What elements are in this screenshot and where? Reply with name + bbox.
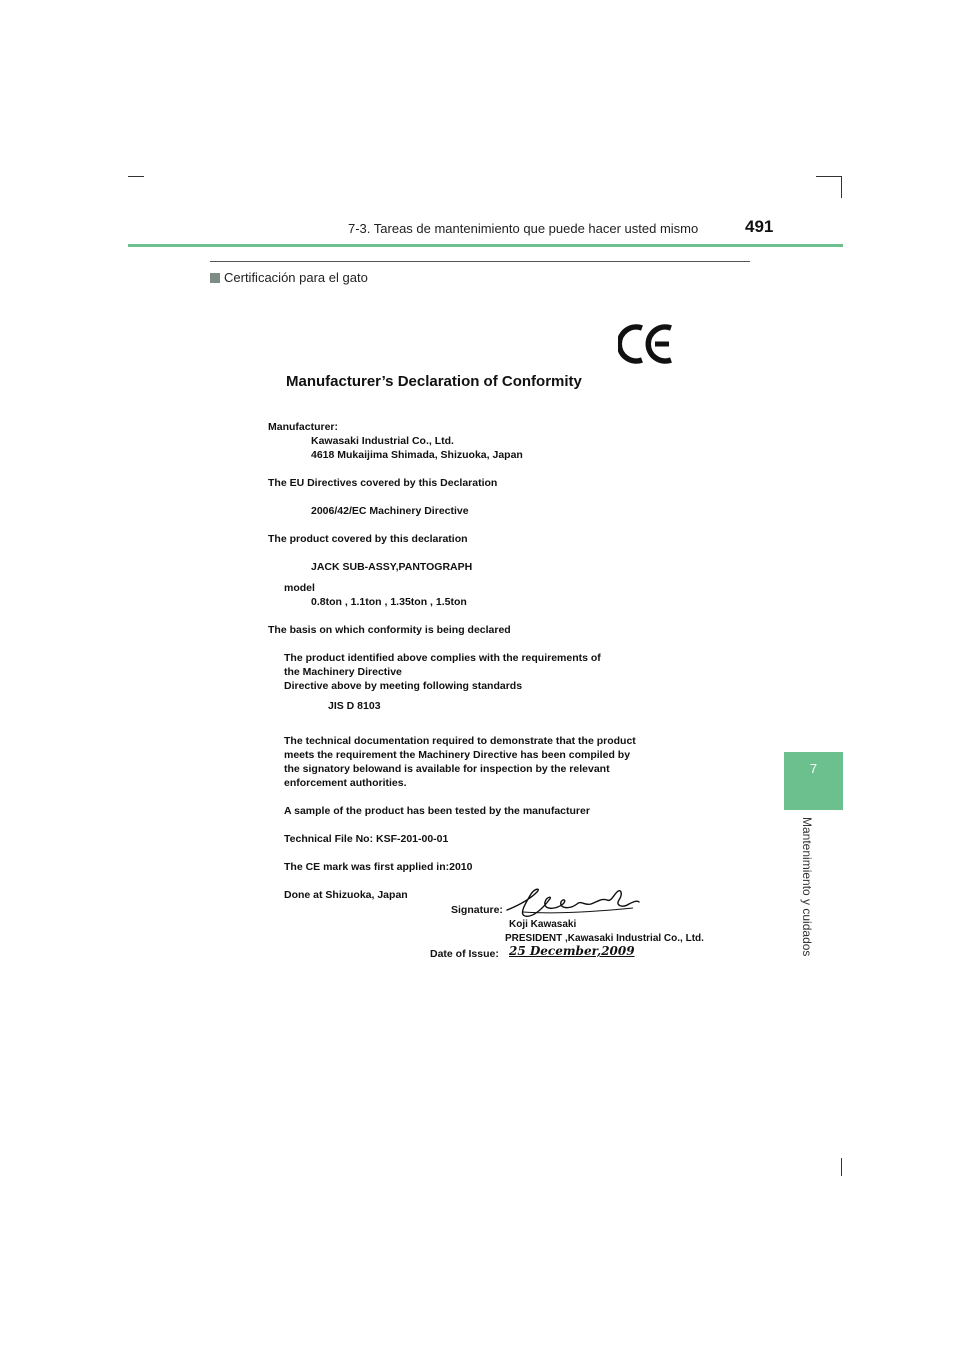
directive-value: 2006/42/EC Machinery Directive: [311, 505, 469, 517]
manufacturer-label: Manufacturer:: [268, 421, 339, 433]
basis-line: The product identified above complies with the requirements of: [284, 652, 601, 664]
crop-mark: [841, 1158, 842, 1176]
product-value: JACK SUB-ASSY,PANTOGRAPH: [311, 561, 473, 573]
date-value: 25 December,2009: [509, 944, 635, 958]
section-heading-text: Certificación para el gato: [224, 270, 368, 285]
standard-value: JIS D 8103: [328, 700, 381, 712]
section-rule: [210, 261, 750, 262]
chapter-side-label: Mantenimiento y cuidados: [800, 817, 814, 957]
ce-first-applied: The CE mark was first applied in:2010: [284, 861, 473, 873]
basis-line: Directive above by meeting following standards: [284, 680, 523, 692]
directives-label: The EU Directives covered by this Declaration: [268, 477, 498, 489]
crop-mark: [128, 176, 144, 177]
technical-file-number: Technical File No: KSF-201-00-01: [284, 833, 449, 845]
document-title: Manufacturer’s Declaration of Conformity: [286, 373, 582, 390]
signatory-title: PRESIDENT ,Kawasaki Industrial Co., Ltd.: [505, 933, 704, 944]
page-number: 491: [745, 217, 774, 236]
signatory-name: Koji Kawasaki: [509, 919, 577, 930]
handwritten-signature: [503, 884, 641, 922]
ce-mark-icon: [618, 322, 678, 366]
running-header-title: 7-3. Tareas de mantenimiento que puede hacer usted mismo: [348, 221, 699, 236]
done-at: Done at Shizuoka, Japan: [284, 889, 408, 901]
chapter-number: 7: [809, 761, 818, 776]
basis-line: the Machinery Directive: [284, 666, 402, 678]
documentation-line: The technical documentation required to demonstrate that the product: [284, 735, 636, 747]
basis-label: The basis on which conformity is being declared: [268, 624, 511, 636]
chapter-tab: [784, 752, 843, 810]
product-label: The product covered by this declaration: [268, 533, 468, 545]
crop-mark: [841, 176, 842, 198]
model-values: 0.8ton , 1.1ton , 1.35ton , 1.5ton: [311, 596, 467, 608]
header-rule: [128, 244, 843, 247]
crop-mark: [816, 176, 842, 177]
manufacturer-address: 4618 Mukaijima Shimada, Shizuoka, Japan: [311, 449, 523, 461]
model-label: model: [284, 582, 315, 594]
manufacturer-name: Kawasaki Industrial Co., Ltd.: [311, 435, 454, 447]
documentation-line: enforcement authorities.: [284, 777, 407, 789]
documentation-line: the signatory belowand is available for inspection by the relevant: [284, 763, 610, 775]
date-label: Date of Issue:: [430, 948, 499, 960]
sample-statement: A sample of the product has been tested by the manufacturer: [284, 805, 590, 817]
section-heading: [210, 270, 368, 285]
square-bullet-icon: [210, 273, 220, 283]
documentation-line: meets the requirement the Machinery Directive has been compiled by: [284, 749, 631, 761]
signature-label: Signature:: [451, 904, 503, 916]
